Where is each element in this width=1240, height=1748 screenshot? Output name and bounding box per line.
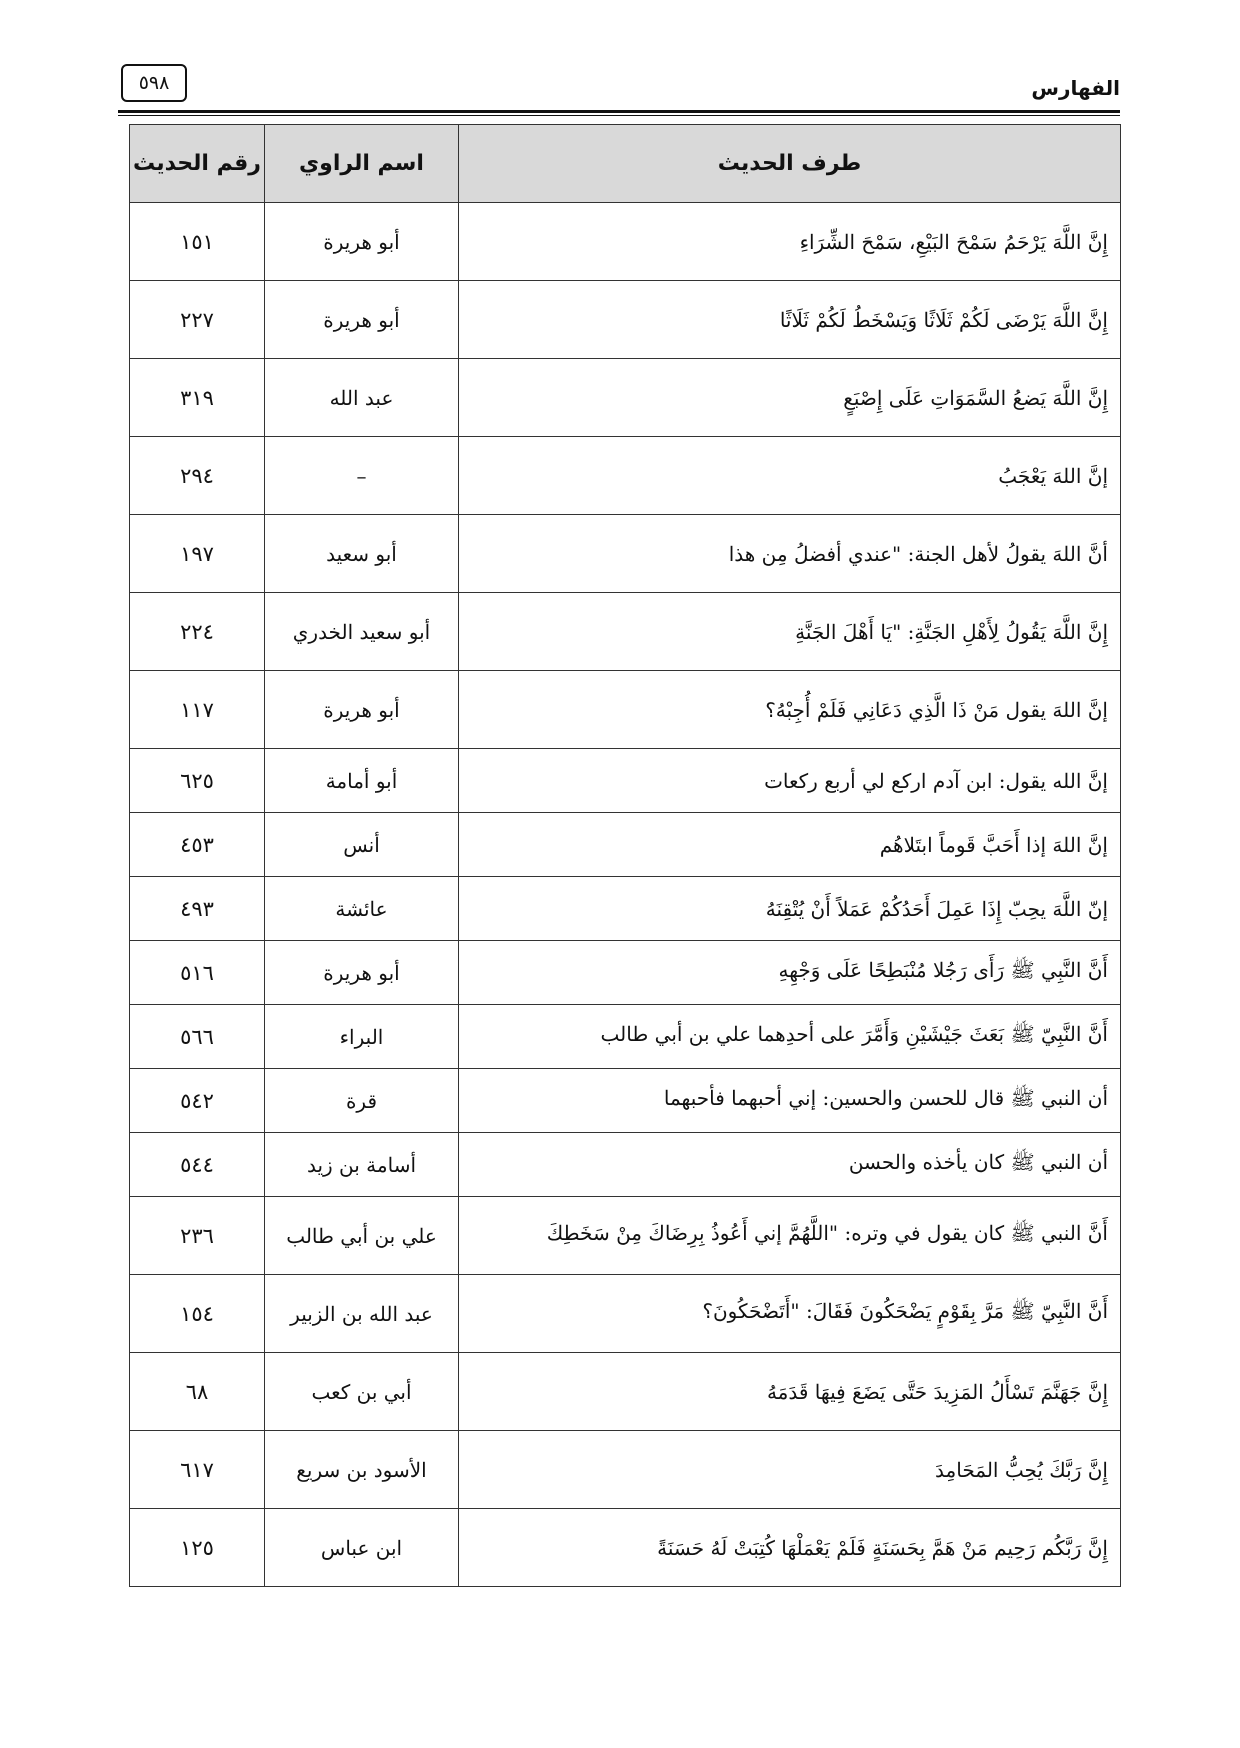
table-row <box>130 203 1121 281</box>
table-row <box>130 1353 1121 1431</box>
hadith-number-cell: ١٢٥ <box>130 1509 265 1587</box>
table-row <box>130 359 1121 437</box>
hadith-number-cell: ١٥١ <box>130 203 265 281</box>
narrator-cell: أبي بن كعب <box>265 1353 459 1431</box>
hadith-number-cell: ٤٥٣ <box>130 813 265 877</box>
hadith-cell: إنَّ الله يقول: ابن آدم اركع لي أربع ركعات <box>459 749 1121 813</box>
narrator-cell: علي بن أبي طالب <box>265 1197 459 1275</box>
narrator-cell: أسامة بن زيد <box>265 1133 459 1197</box>
narrator-cell: أنس <box>265 813 459 877</box>
narrator-cell: البراء <box>265 1005 459 1069</box>
hadith-number-cell: ٢٣٦ <box>130 1197 265 1275</box>
narrator-cell: أبو هريرة <box>265 203 459 281</box>
column-header-narrator: اسم الراوي <box>265 125 459 203</box>
hadith-number-cell: ٢٢٤ <box>130 593 265 671</box>
table-row <box>130 749 1121 813</box>
narrator-cell: عبد الله بن الزبير <box>265 1275 459 1353</box>
hadith-cell: إِنَّ اللَّهَ يَقُولُ لِأَهْلِ الجَنَّةِ: "يَا أَهْلَ الجَنَّةِ <box>459 593 1121 671</box>
table-row <box>130 593 1121 671</box>
column-header-number: رقم الحديث <box>130 125 265 203</box>
table-row <box>130 941 1121 1005</box>
page-header <box>118 58 1120 110</box>
hadith-number-cell: ٥٦٦ <box>130 1005 265 1069</box>
table-row <box>130 1509 1121 1587</box>
table-row <box>130 515 1121 593</box>
hadith-number-cell: ٤٩٣ <box>130 877 265 941</box>
hadith-cell: أَنَّ النَّبِيّ ﷺ بَعَثَ جَيْشَيْنِ وَأَمَّرَ على أحدِهما علي بن أبي طالب <box>459 1005 1121 1069</box>
narrator-cell: – <box>265 437 459 515</box>
section-title: الفهارس <box>1031 76 1120 100</box>
hadith-cell: إِنَّ رَبَّكُم رَحِيم مَنْ هَمَّ بِحَسَنَةٍ فَلَمْ يَعْمَلْهَا كُتِبَتْ لَهُ حَسَنَةً <box>459 1509 1121 1587</box>
table-row <box>130 1197 1121 1275</box>
hadith-index-table <box>129 124 1121 1587</box>
hadith-number-cell: ١٥٤ <box>130 1275 265 1353</box>
table-row <box>130 1005 1121 1069</box>
hadith-cell: أن النبي ﷺ كان يأخذه والحسن <box>459 1133 1121 1197</box>
hadith-cell: أَنَّ النبي ﷺ كان يقول في وتره: "اللَّهُمَّ إني أَعُوذُ بِرِضَاكَ مِنْ سَخَطِكَ <box>459 1197 1121 1275</box>
column-header-hadith: طرف الحديث <box>459 125 1121 203</box>
narrator-cell: عبد الله <box>265 359 459 437</box>
hadith-cell: إِنَّ اللَّهَ يَرْضَى لَكُمْ ثَلَاثًا وَيَسْخَطُ لَكُمْ ثَلَاثًا <box>459 281 1121 359</box>
hadith-number-cell: ٦١٧ <box>130 1431 265 1509</box>
hadith-number-cell: ٦٨ <box>130 1353 265 1431</box>
hadith-number-cell: ٥١٦ <box>130 941 265 1005</box>
narrator-cell: ابن عباس <box>265 1509 459 1587</box>
narrator-cell: أبو سعيد <box>265 515 459 593</box>
hadith-cell: إِنَّ جَهَنَّمَ تَسْأَلُ المَزِيدَ حَتَّى يَضَعَ فِيهَا قَدَمَهُ <box>459 1353 1121 1431</box>
hadith-number-cell: ٥٤٤ <box>130 1133 265 1197</box>
hadith-cell: إِنَّ اللَّهَ يَضعُ السَّمَوَاتِ عَلَى إِصْبَعٍ <box>459 359 1121 437</box>
table-row <box>130 1133 1121 1197</box>
narrator-cell: أبو أمامة <box>265 749 459 813</box>
hadith-cell: أَنَّ النَّبِي ﷺ رَأَى رَجُلا مُنْبَطِحًا عَلَى وَجْهِهِ <box>459 941 1121 1005</box>
hadith-cell: إِنَّ رَبَّكَ يُحِبُّ المَحَامِدَ <box>459 1431 1121 1509</box>
narrator-cell: أبو هريرة <box>265 281 459 359</box>
hadith-cell: إنَّ اللهَ يقول مَنْ ذَا الَّذِي دَعَانِي فَلَمْ أُجِبْهُ؟ <box>459 671 1121 749</box>
table-row <box>130 1275 1121 1353</box>
hadith-cell: أَنَّ النَّبِيّ ﷺ مَرَّ بِقَوْمٍ يَضْحَكُونَ فَقَالَ: "أَتَضْحَكُونَ؟ <box>459 1275 1121 1353</box>
narrator-cell: عائشة <box>265 877 459 941</box>
hadith-cell: أن النبي ﷺ قال للحسن والحسين: إني أحبهما فأحبهما <box>459 1069 1121 1133</box>
narrator-cell: قرة <box>265 1069 459 1133</box>
header-rule-thin <box>118 115 1120 116</box>
hadith-number-cell: ٢٢٧ <box>130 281 265 359</box>
hadith-cell: أنَّ اللهَ يقولُ لأهل الجنة: "عندي أفضلُ مِن هذا <box>459 515 1121 593</box>
narrator-cell: الأسود بن سريع <box>265 1431 459 1509</box>
page-number: ٥٩٨ <box>121 64 187 102</box>
hadith-number-cell: ٣١٩ <box>130 359 265 437</box>
hadith-cell: إنَّ اللهَ يَعْجَبُ <box>459 437 1121 515</box>
table-header-row <box>130 125 1121 203</box>
table-row <box>130 281 1121 359</box>
narrator-cell: أبو سعيد الخدري <box>265 593 459 671</box>
hadith-number-cell: ٦٢٥ <box>130 749 265 813</box>
table-row <box>130 1069 1121 1133</box>
table-row <box>130 813 1121 877</box>
narrator-cell: أبو هريرة <box>265 671 459 749</box>
narrator-cell: أبو هريرة <box>265 941 459 1005</box>
table-row <box>130 1431 1121 1509</box>
hadith-cell: إِنَّ اللَّهَ يَرْحَمُ سَمْحَ البَيْعِ، سَمْحَ الشِّرَاءِ <box>459 203 1121 281</box>
hadith-cell: إنّ اللَّهَ يحِبّ إِذَا عَمِلَ أَحَدُكُمْ عَمَلاً أَنْ يُتْقِنَهُ <box>459 877 1121 941</box>
hadith-number-cell: ٢٩٤ <box>130 437 265 515</box>
table-row <box>130 437 1121 515</box>
hadith-number-cell: ٥٤٢ <box>130 1069 265 1133</box>
header-rule <box>118 110 1120 113</box>
hadith-cell: إنَّ اللهَ إذا أَحَبَّ قَوماً ابتَلاهُم <box>459 813 1121 877</box>
hadith-number-cell: ١١٧ <box>130 671 265 749</box>
table-row <box>130 877 1121 941</box>
table-row <box>130 671 1121 749</box>
hadith-number-cell: ١٩٧ <box>130 515 265 593</box>
